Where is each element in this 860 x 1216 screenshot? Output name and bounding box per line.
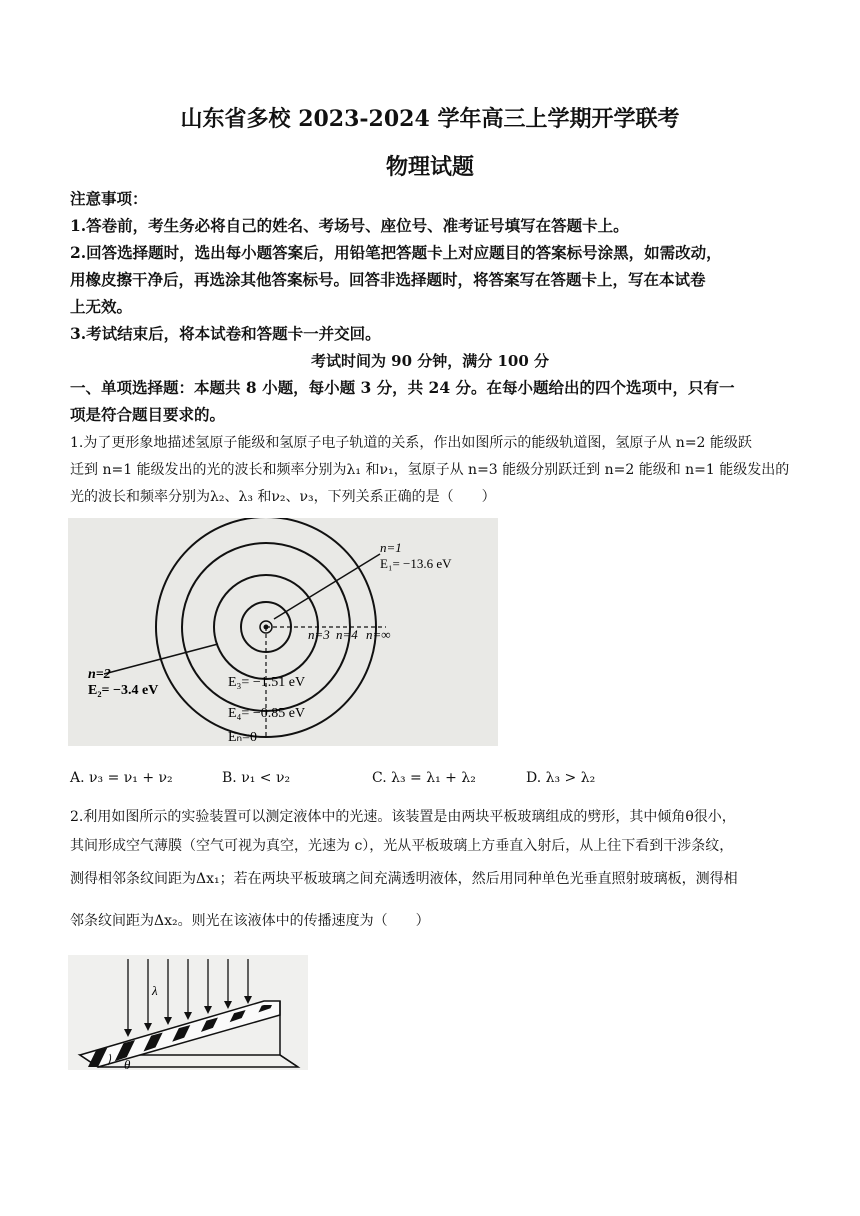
energy-level-diagram [68,518,498,746]
notes-item-3: 3.考试结束后，将本试卷和答题卡一并交回。 [70,324,381,343]
label-n-infinity: n=∞ [366,627,391,642]
notes-heading: 注意事项： [70,189,148,208]
question-1-option-a: A. ν₃ = ν₁ + ν₂ [70,770,173,786]
question-1-option-d: D. λ₃ > λ₂ [526,770,596,786]
label-theta: θ [124,1057,131,1070]
page-title: 山东省多校 2023-2024 学年高三上学期开学联考 [180,106,680,132]
notes-item-1: 1.答卷前，考生务必将自己的姓名、考场号、座位号、准考证号填写在答题卡上。 [70,216,629,235]
question-1-line-1: 1.为了更形象地描述氢原子能级和氢原子电子轨道的关系，作出如图所示的能级轨道图，氢原子从 n=2 能级跃 [70,435,752,451]
label-n3: n=3 [308,627,330,642]
question-2-line-2: 其间形成空气薄膜（空气可视为真空，光速为 c），光从平板玻璃上方垂直入射后，从上往下看到干涉条纹， [70,838,734,854]
notes-item-2-line-2: 用橡皮擦干净后，再选涂其他答案标号。回答非选择题时，将答案写在答题卡上，写在本试卷 [70,270,706,289]
label-n1: n=1 [380,540,402,555]
page-subtitle: 物理试题 [385,154,474,180]
section-1-line-2: 项是符合题目要求的。 [70,405,226,424]
glass-wedge-diagram [68,955,308,1070]
question-1-option-c: C. λ₃ = λ₁ + λ₂ [372,770,476,786]
label-en: Eₙ=0 [228,730,258,745]
notes-item-2-line-3: 上无效。 [70,297,133,316]
label-n4: n=4 [336,627,358,642]
question-1-option-b: B. ν₁ < ν₂ [222,770,291,786]
label-e4: E₄= −0.85 eV [228,706,306,721]
exam-info: 考试时间为 90 分钟，满分 100 分 [310,352,550,370]
label-e2: E₂= −3.4 eV [88,683,159,698]
question-2-line-4: 邻条纹间距为Δx₂。则光在该液体中的传播速度为（ ） [70,913,430,929]
label-lambda: λ [152,983,158,998]
question-2-line-1: 2.利用如图所示的实验装置可以测定液体中的光速。该装置是由两块平板玻璃组成的劈形，其中倾角θ很小， [70,809,736,825]
label-e3: E₃= −1.51 eV [228,675,306,690]
label-n2: n=2 [88,667,111,682]
notes-item-2-line-1: 2.回答选择题时，选出每小题答案后，用铅笔把答题卡上对应题目的答案标号涂黑，如需改动， [70,243,722,262]
label-e1: E₁= −13.6 eV [380,556,452,571]
question-2-line-3: 测得相邻条纹间距为Δx₁；若在两块平板玻璃之间充满透明液体，然后用同种单色光垂直照射玻璃板，测得相 [70,871,738,887]
question-1-line-3: 光的波长和频率分别为λ₂、λ₃ 和ν₂、ν₃，下列关系正确的是（ ） [70,489,496,505]
question-1-line-2: 迁到 n=1 能级发出的光的波长和频率分别为λ₁ 和ν₁，氢原子从 n=3 能级分别跃迁到 n=2 能级和 n=1 能级发出的 [70,462,790,478]
section-1-line-1: 一、单项选择题：本题共 8 小题，每小题 3 分，共 24 分。在每小题给出的四个选项中，只有一 [70,378,735,397]
